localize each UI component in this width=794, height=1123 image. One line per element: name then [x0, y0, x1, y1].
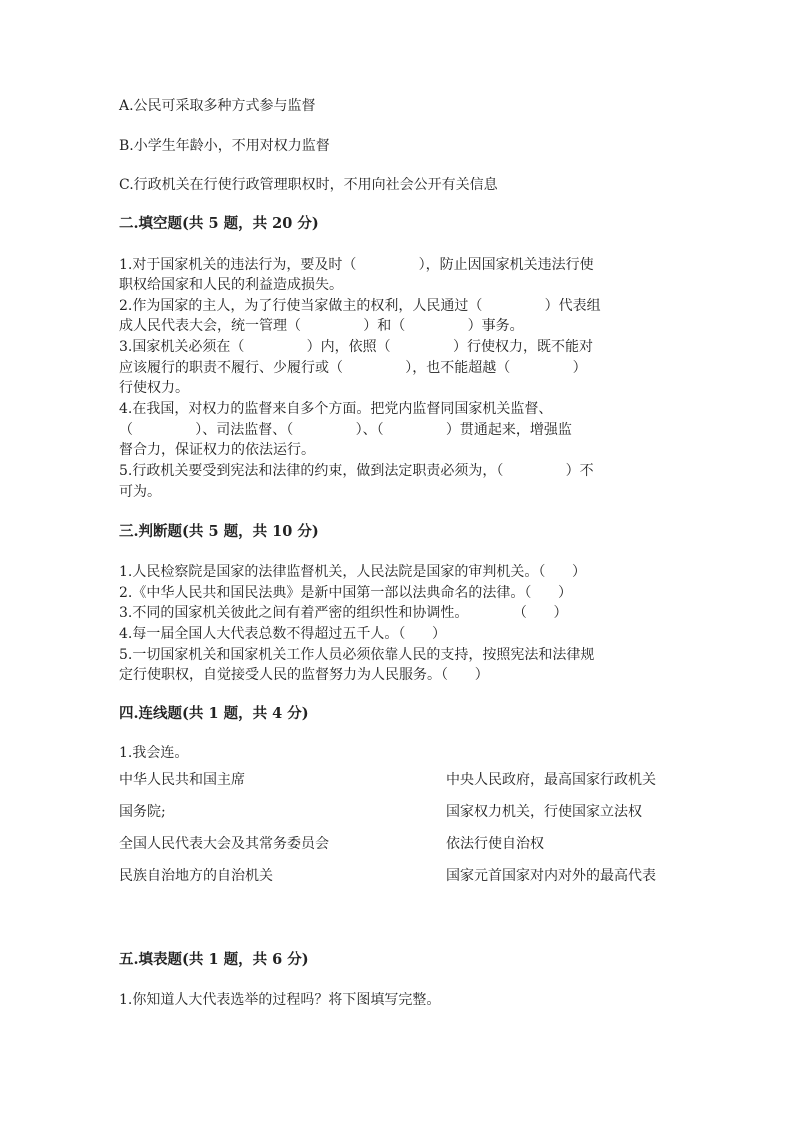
- section-heading-true-false: 三.判断题(共 5 题，共 10 分): [119, 523, 319, 540]
- matching-right-item[interactable]: 中央人民政府，最高国家行政机关: [446, 772, 656, 788]
- choice-option-b: B.小学生年龄小，不用对权力监督: [119, 138, 330, 154]
- matching-right-item[interactable]: 国家权力机关，行使国家立法权: [446, 804, 642, 820]
- matching-right-item[interactable]: 依法行使自治权: [446, 836, 544, 852]
- true-false-line: 1.人民检察院是国家的法律监督机关，人民法院是国家的审判机关。（ ）: [119, 564, 587, 580]
- fill-blank-line: 成人民代表大会，统一管理（ ）和（ ）事务。: [119, 318, 524, 334]
- section-heading-matching: 四.连线题(共 1 题，共 4 分): [119, 705, 309, 722]
- matching-left-item[interactable]: 全国人民代表大会及其常务委员会: [119, 836, 329, 852]
- fill-blank-line: （ ）、司法监督、（ ）、（ ）贯通起来，增强监: [119, 422, 572, 438]
- true-false-line: 4.每一届全国人大代表总数不得超过五千人。（ ）: [119, 626, 447, 642]
- section-heading-fill-blank: 二.填空题(共 5 题，共 20 分): [119, 215, 319, 232]
- matching-left-item[interactable]: 中华人民共和国主席: [119, 772, 245, 788]
- fill-blank-line: 行使权力。: [119, 380, 189, 396]
- fill-blank-line: 应该履行的职责不履行、少履行或（ ），也不能超越（ ）: [119, 360, 587, 376]
- choice-option-c: C.行政机关在行使行政管理职权时，不用向社会公开有关信息: [119, 177, 498, 193]
- true-false-line: 5.一切国家机关和国家机关工作人员必须依靠人民的支持，按照宪法和法律规: [119, 647, 595, 663]
- choice-option-a: A.公民可采取多种方式参与监督: [119, 98, 316, 114]
- matching-question: 1.我会连。: [119, 745, 189, 761]
- fill-blank-line: 可为。: [119, 484, 161, 500]
- fill-blank-line: 3.国家机关必须在（ ）内，依照（ ）行使权力，既不能对: [119, 339, 593, 355]
- matching-right-item[interactable]: 国家元首国家对内对外的最高代表: [446, 868, 656, 884]
- fill-blank-line: 职权给国家和人民的利益造成损失。: [119, 277, 343, 293]
- fill-table-question: 1.你知道人大代表选举的过程吗？将下图填写完整。: [119, 992, 441, 1008]
- true-false-line: 2.《中华人民共和国民法典》是新中国第一部以法典命名的法律。（ ）: [119, 585, 573, 601]
- fill-blank-line: 5.行政机关要受到宪法和法律的约束，做到法定职责必须为，（ ）不: [119, 463, 594, 479]
- true-false-line: 3.不同的国家机关彼此之间有着严密的组织性和协调性。 （ ）: [119, 605, 568, 621]
- matching-left-item[interactable]: 民族自治地方的自治机关: [119, 868, 273, 884]
- fill-blank-line: 1.对于国家机关的违法行为，要及时（ ），防止因国家机关违法行使: [119, 257, 594, 273]
- section-heading-fill-table: 五.填表题(共 1 题，共 6 分): [119, 951, 309, 968]
- fill-blank-line: 督合力，保证权力的依法运行。: [119, 442, 315, 458]
- true-false-line: 定行使职权，自觉接受人民的监督努力为人民服务。（ ）: [119, 667, 489, 683]
- matching-left-item[interactable]: 国务院;: [119, 804, 166, 820]
- fill-blank-line: 4.在我国，对权力的监督来自多个方面。把党内监督同国家机关监督、: [119, 401, 553, 417]
- fill-blank-line: 2.作为国家的主人，为了行使当家做主的权利，人民通过（ ）代表组: [119, 298, 601, 314]
